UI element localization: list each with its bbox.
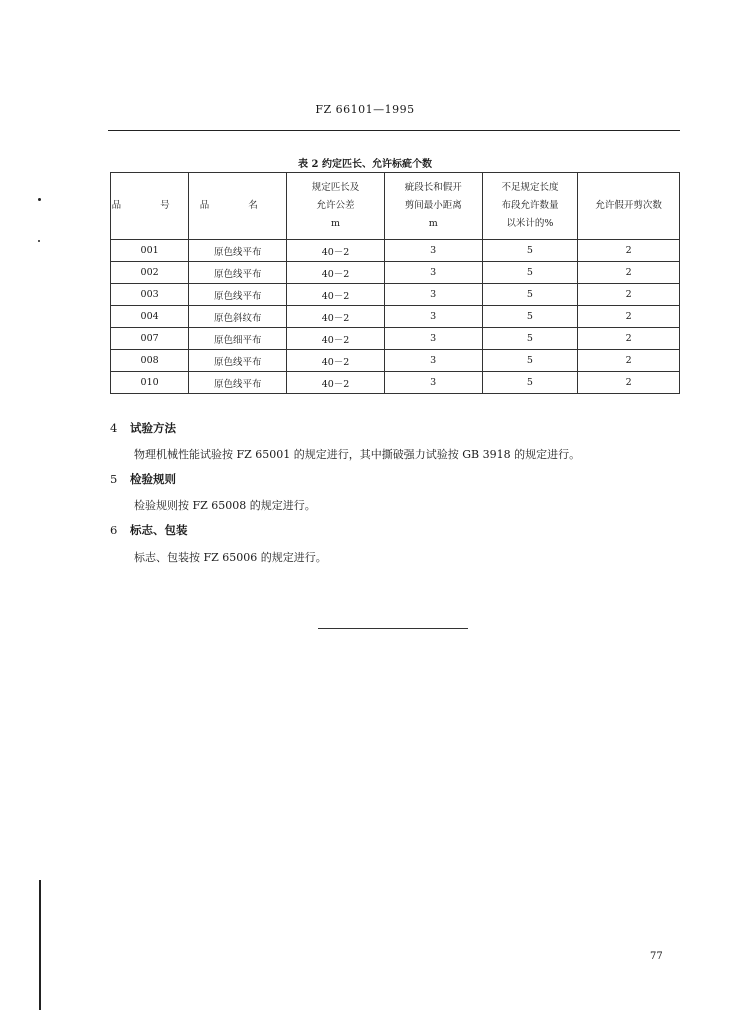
cell-code: 001: [111, 240, 189, 262]
header-cut-count: 允许假开剪次数: [578, 173, 680, 240]
cell-distance: 3: [384, 240, 482, 262]
cell-length: 40－2: [287, 262, 385, 284]
cell-short: 5: [482, 350, 578, 372]
cell-short: 5: [482, 306, 578, 328]
cell-cut: 2: [578, 240, 680, 262]
table-row: [111, 262, 680, 284]
binding-edge-mark: [39, 880, 41, 1010]
cell-length: 40－2: [287, 306, 385, 328]
header-rule: [108, 130, 680, 131]
cell-code: 007: [111, 328, 189, 350]
cell-cut: 2: [578, 372, 680, 394]
section-6-body: 标志、包装按 FZ 65006 的规定进行。: [134, 551, 327, 564]
section-4-body: 物理机械性能试验按 FZ 65001 的规定进行，其中撕破强力试验按 GB 3918 的规定进行。: [134, 448, 581, 461]
cell-short: 5: [482, 240, 578, 262]
table-row: [111, 306, 680, 328]
cell-short: 5: [482, 328, 578, 350]
page-number: 77: [650, 951, 663, 962]
cell-code: 004: [111, 306, 189, 328]
header-name: 品 名: [189, 173, 287, 240]
cell-distance: 3: [384, 284, 482, 306]
section-5-heading: 5 检验规则: [110, 472, 176, 486]
cell-code: 002: [111, 262, 189, 284]
table-row: [111, 240, 680, 262]
cell-distance: 3: [384, 262, 482, 284]
cell-short: 5: [482, 262, 578, 284]
cell-short: 5: [482, 372, 578, 394]
cell-cut: 2: [578, 350, 680, 372]
cell-distance: 3: [384, 372, 482, 394]
cell-cut: 2: [578, 284, 680, 306]
cell-length: 40－2: [287, 372, 385, 394]
cell-name: 原色线平布: [189, 262, 287, 284]
cell-code: 008: [111, 350, 189, 372]
cell-short: 5: [482, 284, 578, 306]
header-distance: 疵段长和假开 剪间最小距离 m: [384, 173, 482, 240]
table-header-row: [111, 173, 680, 240]
cell-distance: 3: [384, 328, 482, 350]
table-row: [111, 284, 680, 306]
table-row: [111, 328, 680, 350]
cell-name: 原色线平布: [189, 350, 287, 372]
spec-table: [110, 172, 680, 394]
cell-name: 原色细平布: [189, 328, 287, 350]
table-row: [111, 350, 680, 372]
cell-length: 40－2: [287, 328, 385, 350]
cell-code: 003: [111, 284, 189, 306]
scan-speck: [38, 198, 41, 201]
cell-cut: 2: [578, 262, 680, 284]
cell-name: 原色线平布: [189, 284, 287, 306]
table-caption: 表 2 约定匹长、允许标疵个数: [298, 159, 432, 170]
table-row: [111, 372, 680, 394]
section-6-heading: 6 标志、包装: [110, 523, 188, 537]
cell-name: 原色线平布: [189, 240, 287, 262]
header-length: 规定匹长及 允许公差 m: [287, 173, 385, 240]
cell-cut: 2: [578, 328, 680, 350]
cell-distance: 3: [384, 306, 482, 328]
cell-cut: 2: [578, 306, 680, 328]
cell-name: 原色线平布: [189, 372, 287, 394]
cell-code: 010: [111, 372, 189, 394]
standard-code: FZ 66101—1995: [315, 103, 415, 116]
cell-distance: 3: [384, 350, 482, 372]
end-rule: [318, 628, 468, 629]
cell-length: 40－2: [287, 284, 385, 306]
header-short-pieces: 不足规定长度 布段允许数量 以米计的%: [482, 173, 578, 240]
scan-speck: [38, 240, 40, 242]
section-4-heading: 4 试验方法: [110, 421, 176, 435]
section-5-body: 检验规则按 FZ 65008 的规定进行。: [134, 499, 316, 512]
cell-name: 原色斜纹布: [189, 306, 287, 328]
header-code: 品 号: [111, 173, 189, 240]
cell-length: 40－2: [287, 240, 385, 262]
cell-length: 40－2: [287, 350, 385, 372]
